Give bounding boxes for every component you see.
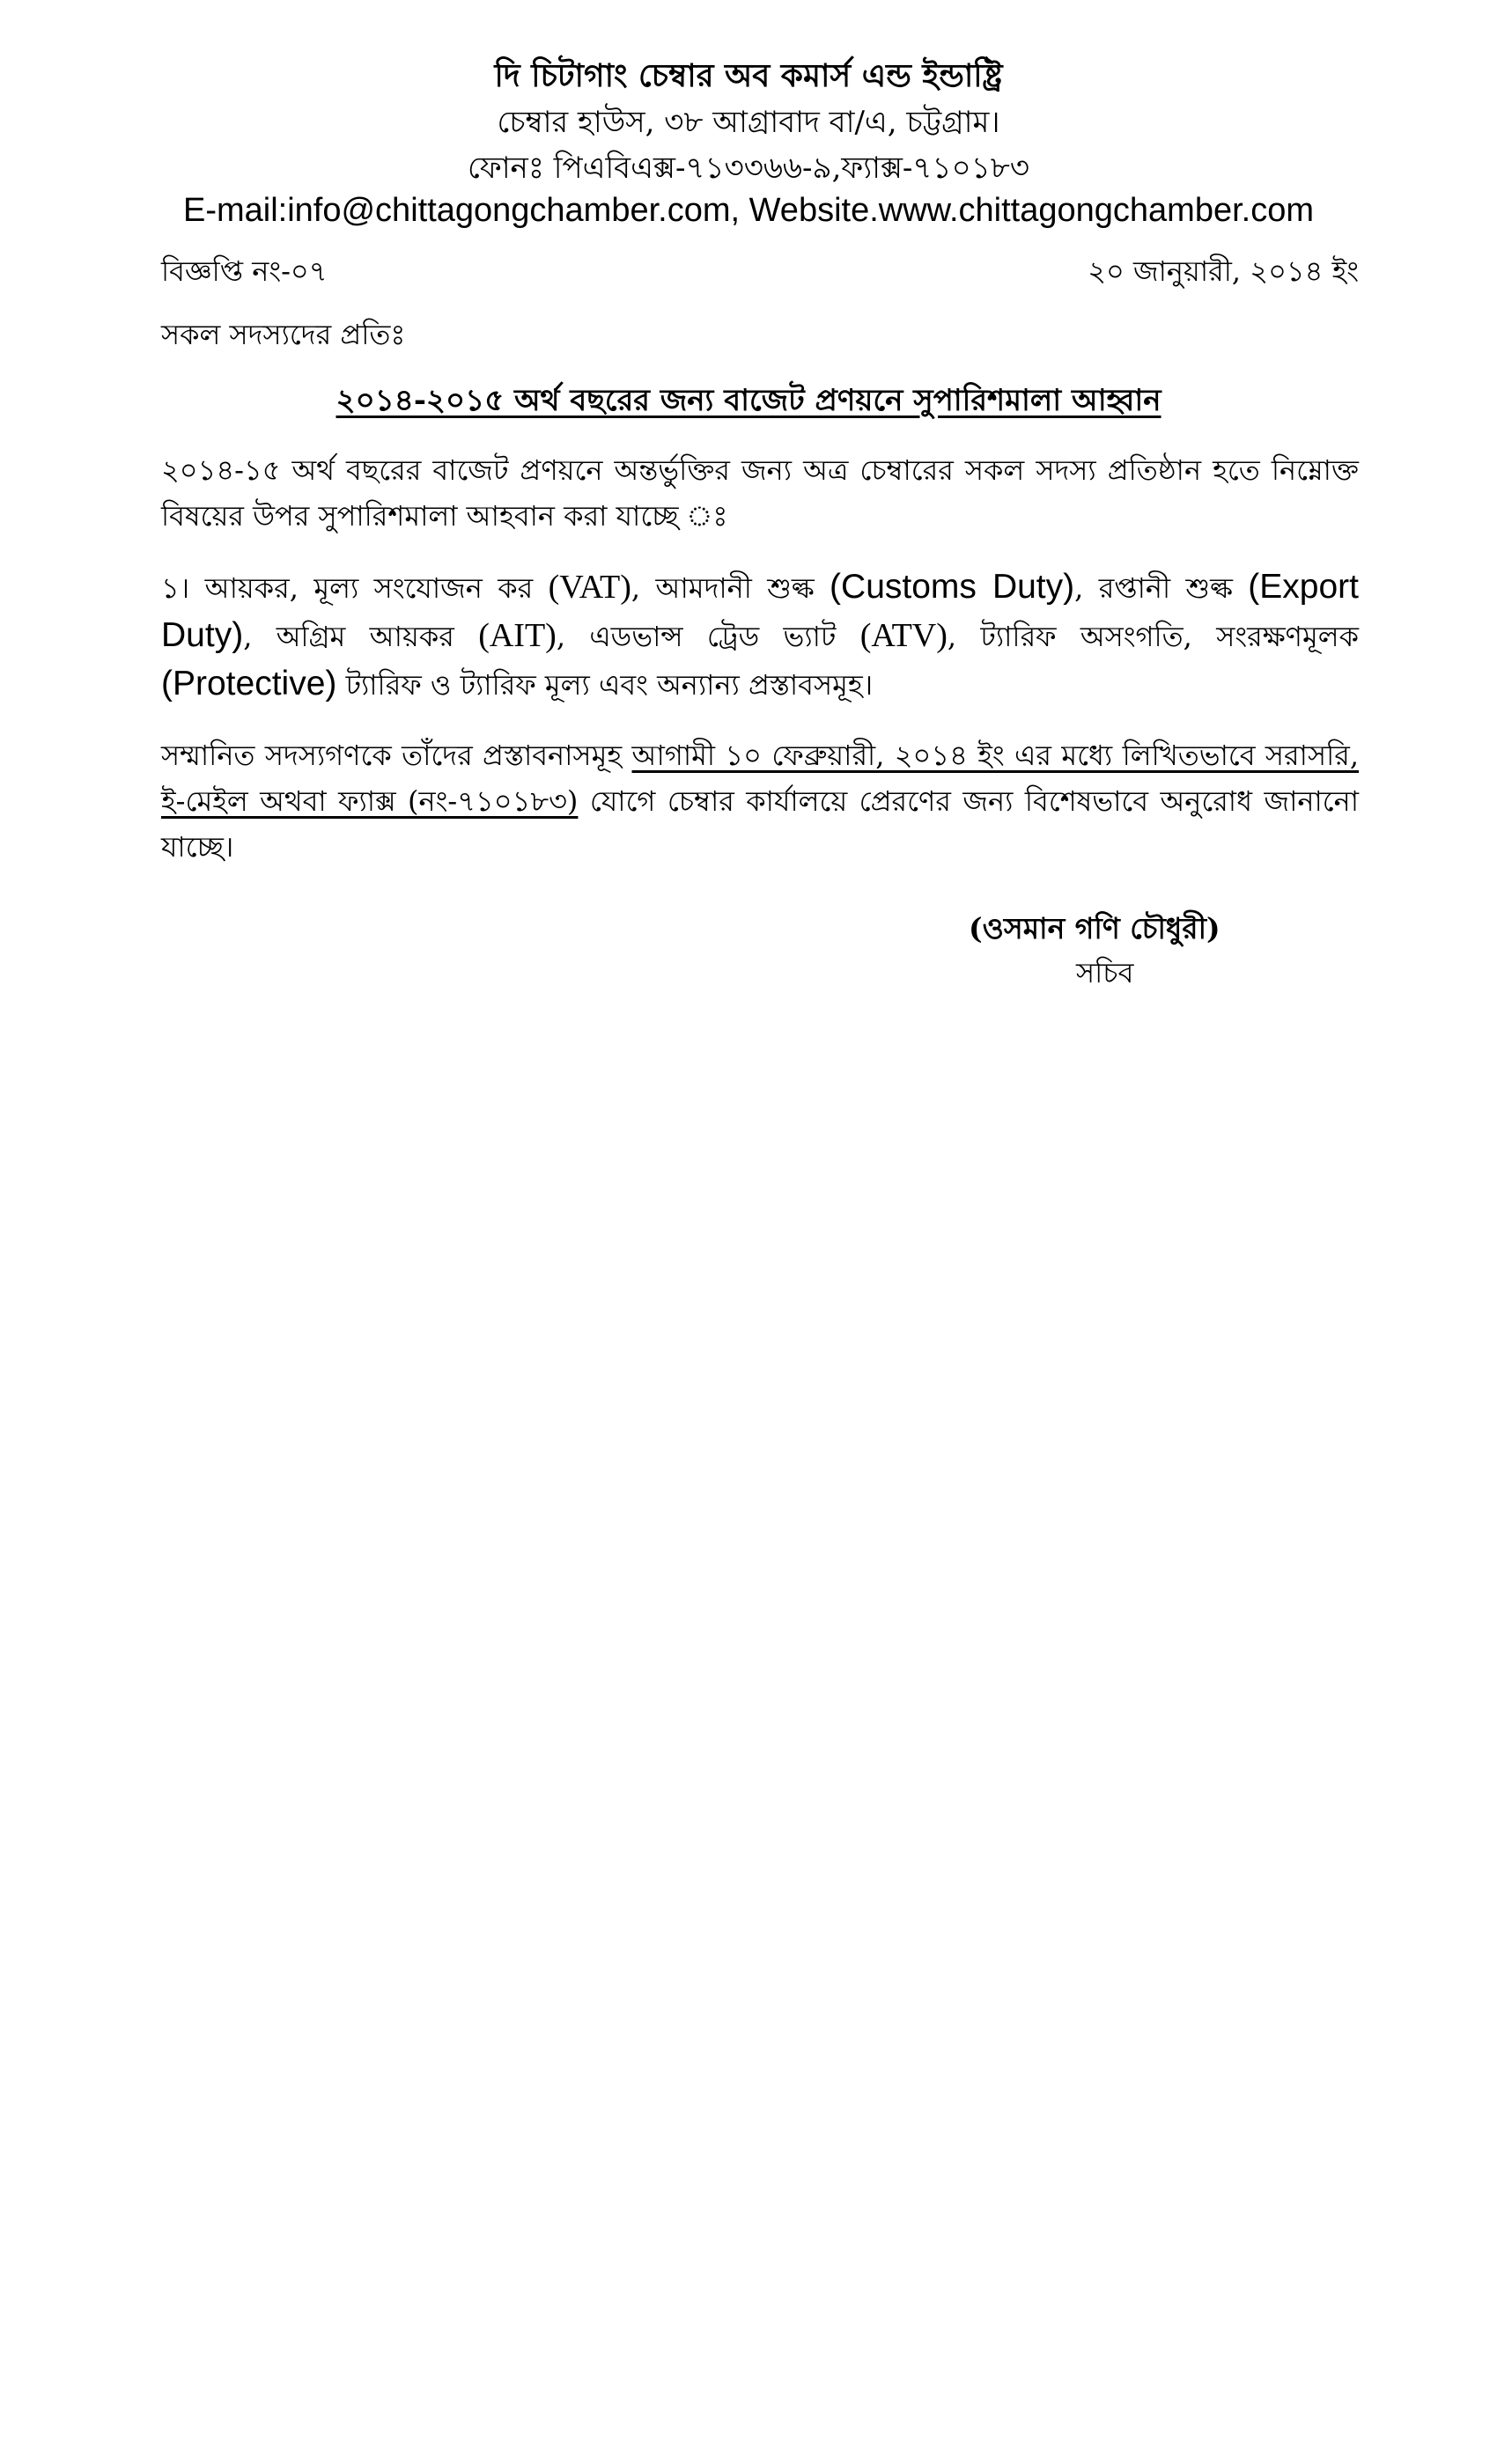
item-1-text-2: , আমদানী শুল্ক xyxy=(631,571,830,605)
signatory-name: (ওসমান গণি চৌধুরী) xyxy=(969,911,1220,945)
organization-email-website: E-mail:info@chittagongchamber.com, Website.www.chittagongchamber.com xyxy=(182,192,1315,229)
request-paragraph xyxy=(161,732,1359,870)
intro-paragraph: ২০১৪-১৫ অর্থ বছরের বাজেট প্রণয়নে অন্তর্ভুক্তির জন্য অত্র চেম্বারের সকল সদস্য প্রতিষ্ঠান হতে নিম্নোক্ত বিষয়ের উপর সুপারিশমালা আহবান করা যাচ্ছে ঃ xyxy=(161,453,1359,533)
vat-term: (VAT) xyxy=(548,569,631,606)
notice-date: ২০ জানুয়ারী, ২০১৪ ইং xyxy=(1088,254,1359,288)
item-1-text-4: , অগ্রিম আয়কর xyxy=(243,620,479,653)
request-text-1: সম্মানিত সদস্যগণকে তাঁদের প্রস্তাবনাসমূহ xyxy=(161,739,632,772)
request-text-2: যোগে চেম্বার কার্যালয়ে প্রেরণের জন্য বিশেষভাবে অনুরোধ জানানো যাচ্ছে। xyxy=(161,784,1359,864)
item-1-text-6: , ট্যারিফ অসংগতি, সংরক্ষণমূলক xyxy=(947,620,1359,653)
signatory-designation: সচিব xyxy=(1076,956,1134,989)
customs-duty-term: (Customs Duty) xyxy=(830,568,1075,606)
item-1-text-7: ট্যারিফ ও ট্যারিফ মূল্য এবং অন্যান্য প্রস্তাবসমূহ। xyxy=(336,668,874,702)
organization-address: চেম্বার হাউস, ৩৮ আগ্রাবাদ বা/এ, চট্টগ্রাম। xyxy=(497,105,1000,140)
atv-term: (ATV) xyxy=(859,617,948,654)
notice-subject-text: ২০১৪-২০১৫ অর্থ বছরের জন্য বাজেট প্রণয়নে সুপারিশমালা আহ্বান xyxy=(336,383,1161,418)
organization-name: দি চিটাগাং চেম্বার অব কমার্স এন্ড ইন্ডাষ্ট্রি xyxy=(494,57,1003,94)
export-duty-term: (Export Duty) xyxy=(161,568,1359,654)
ait-term: (AIT) xyxy=(478,617,557,654)
item-1-text-1: ১। আয়কর, মূল্য সংযোজন কর xyxy=(161,571,549,605)
notice-subject xyxy=(0,380,1497,421)
request-deadline-underlined: আগামী ১০ ফেব্রুয়ারী, ২০১৪ ইং এর মধ্যে লিখিতভাবে সরাসরি, ই-মেইল অথবা ফ্যাক্স (নং-৭১০১৮৩) xyxy=(161,739,1360,818)
organization-phone-fax: ফোনঃ পিএবিএক্স-৭১৩৩৬৬-৯,ফ্যাক্স-৭১০১৮৩ xyxy=(468,151,1029,186)
protective-term: (Protective) xyxy=(161,665,337,702)
item-1-text-3: , রপ্তানী শুল্ক xyxy=(1074,571,1249,605)
notice-addressee: সকল সদস্যদের প্রতিঃ xyxy=(161,318,406,351)
notice-reference-number: বিজ্ঞপ্তি নং-০৭ xyxy=(161,254,328,288)
item-1-paragraph xyxy=(161,563,1359,709)
item-1-text-5: , এডভান্স ট্রেড ভ্যাট xyxy=(556,620,860,653)
